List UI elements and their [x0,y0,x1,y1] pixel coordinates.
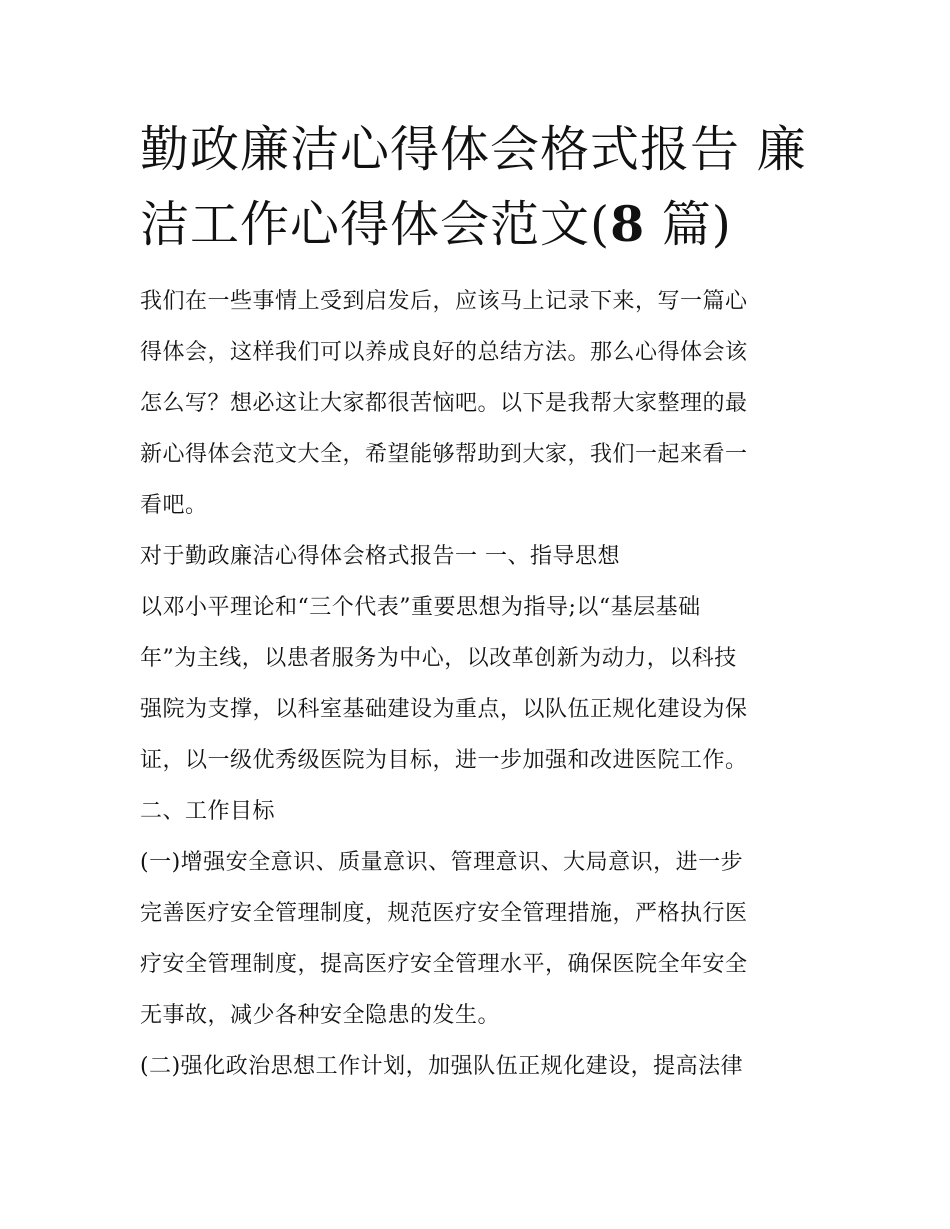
text-line: 怎么写？想必这让大家都很苦恼吧。以下是我帮大家整理的最 [140,391,748,416]
text-line: 完善医疗安全管理制度，规范医疗安全管理措施，严格执行医 [140,901,748,926]
text-line: 看吧。 [140,493,208,518]
text-line: 新心得体会范文大全，希望能够帮助到大家，我们一起来看一 [140,442,748,467]
text-line: 强院为支撑，以科室基础建设为重点，以队伍正规化建设为保 [140,697,748,722]
text-line: (二)强化政治思想工作计划，加强队伍正规化建设，提高法律 [140,1054,744,1079]
text-line: 年”为主线，以患者服务为中心，以改革创新为动力，以科技 [140,646,737,671]
document-title [140,112,815,262]
text-line: 得体会，这样我们可以养成良好的总结方法。那么心得体会该 [140,340,748,365]
text-line: (一)增强安全意识、质量意识、管理意识、大局意识，进一步 [140,850,744,875]
section-heading: 二、工作目标 [140,799,276,824]
text-line: 无事故，减少各种安全隐患的发生。 [140,1003,501,1028]
text-line: 我们在一些事情上受到启发后，应该马上记录下来，写一篇心 [140,289,748,314]
title-text-part2: 篇) [645,196,732,253]
document-body [140,276,815,1092]
title-number: 8 [610,195,646,253]
document-page [140,112,815,1092]
title-text-part1: 勤政廉洁心得体会格式报告 廉洁工作心得体会范文( [140,121,807,253]
section-heading: 对于勤政廉洁心得体会格式报告一 一、指导思想 [140,544,620,569]
text-line: 以邓小平理论和“三个代表”重要思想为指导;以“基层基础 [140,595,701,620]
text-line: 疗安全管理制度，提高医疗安全管理水平，确保医院全年安全 [140,952,748,977]
text-line: 证，以一级优秀级医院为目标，进一步加强和改进医院工作。 [140,748,748,773]
